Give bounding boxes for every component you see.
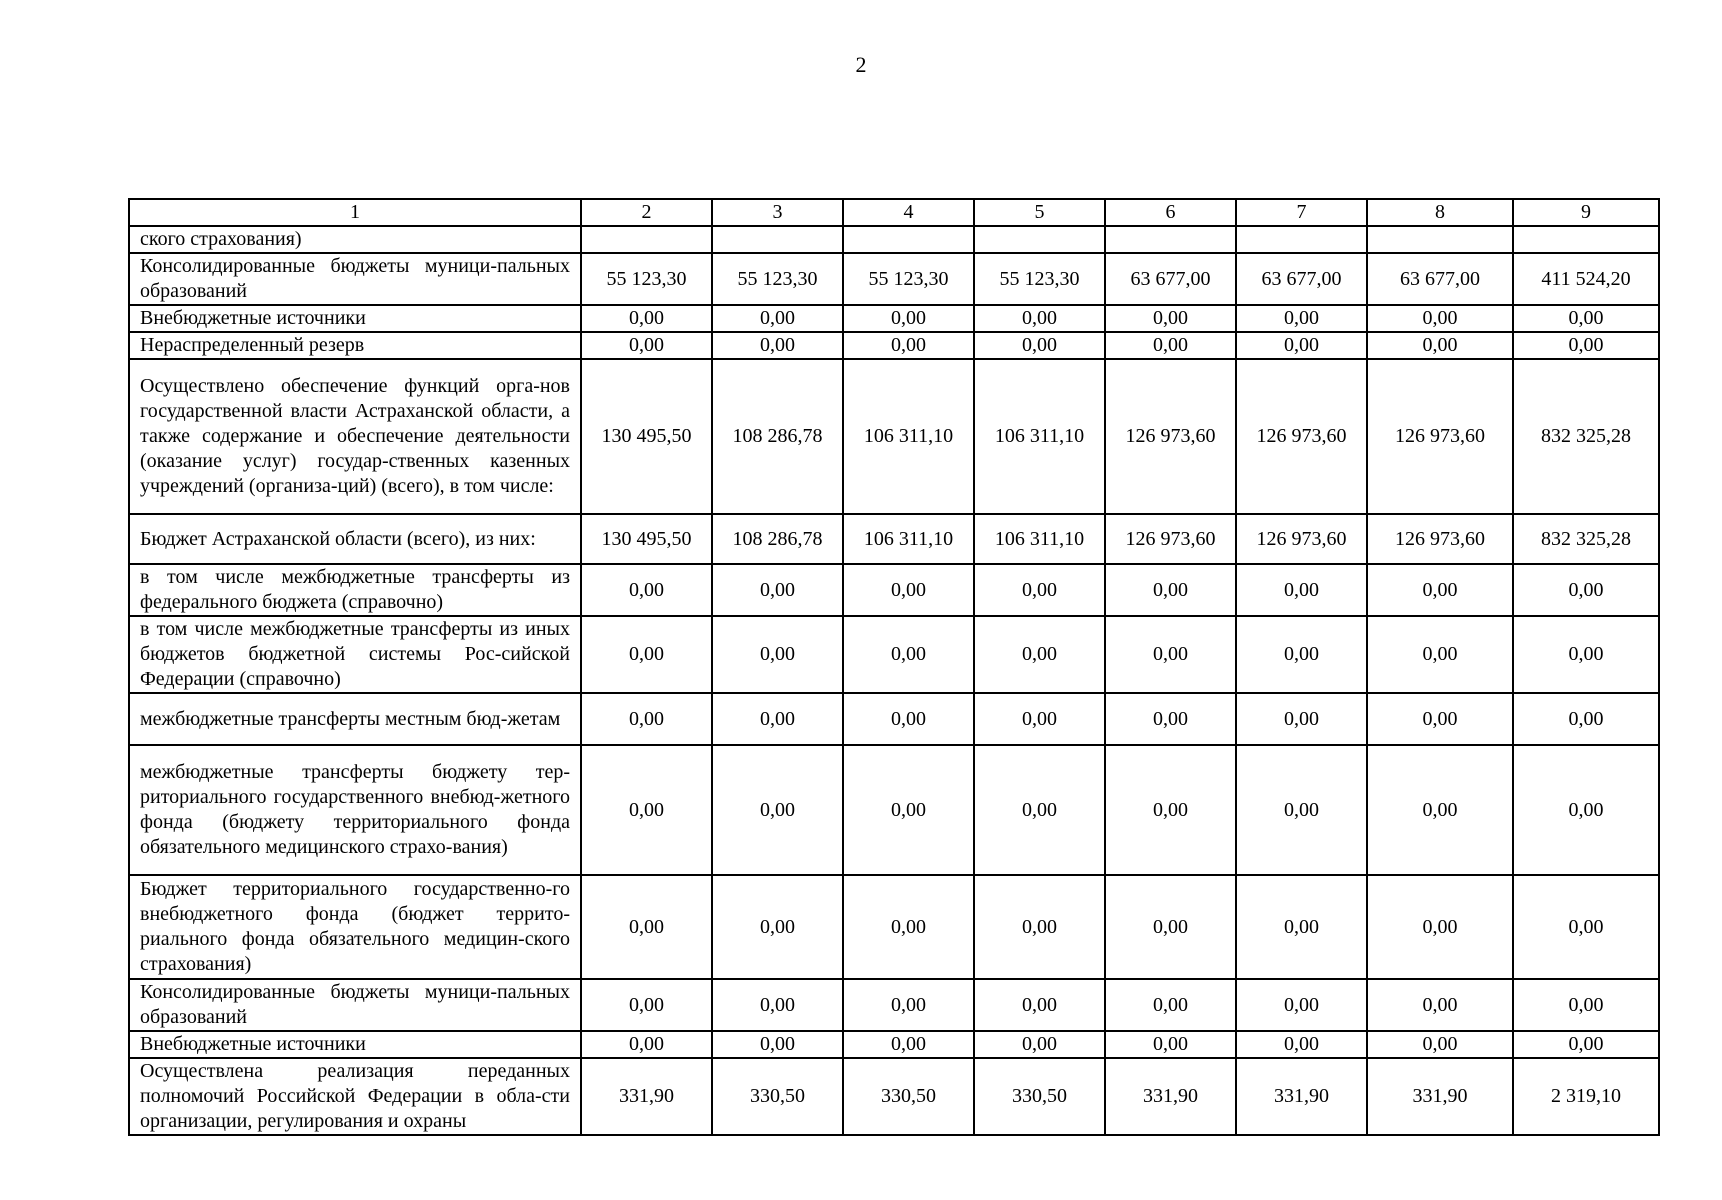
table-cell: 108 286,78: [712, 359, 843, 514]
table-cell: 832 325,28: [1513, 514, 1659, 564]
table-cell: 106 311,10: [843, 359, 974, 514]
table-cell: 0,00: [1236, 693, 1367, 745]
table-cell: 0,00: [843, 564, 974, 616]
table-row: [129, 1031, 1659, 1058]
row-label: Консолидированные бюджеты муници-пальных образований: [129, 253, 581, 305]
table-cell: 0,00: [581, 745, 712, 875]
row-label: в том числе межбюджетные трансферты из федерального бюджета (справочно): [129, 564, 581, 616]
table-cell: 0,00: [843, 616, 974, 693]
table-cell: 0,00: [843, 979, 974, 1031]
table-cell: 0,00: [1513, 616, 1659, 693]
budget-table: [128, 198, 1660, 1136]
column-header: 3: [712, 199, 843, 226]
table-cell: 330,50: [712, 1058, 843, 1135]
table-cell: 0,00: [1105, 979, 1236, 1031]
column-header: 8: [1367, 199, 1513, 226]
table-cell: 0,00: [974, 1031, 1105, 1058]
row-label: Осуществлена реализация переданных полномочий Российской Федерации в обла-сти организации, регулирования и охраны: [129, 1058, 581, 1135]
table-cell: [1105, 226, 1236, 253]
table-cell: 63 677,00: [1236, 253, 1367, 305]
table-cell: 0,00: [1367, 745, 1513, 875]
table-row: [129, 226, 1659, 253]
column-header: 4: [843, 199, 974, 226]
table-cell: 0,00: [712, 745, 843, 875]
table-cell: 0,00: [581, 693, 712, 745]
table-cell: 0,00: [974, 564, 1105, 616]
row-label: Консолидированные бюджеты муници-пальных образований: [129, 979, 581, 1031]
table-cell: 55 123,30: [843, 253, 974, 305]
table-cell: 0,00: [581, 616, 712, 693]
table-row: [129, 332, 1659, 359]
table-cell: 0,00: [1513, 745, 1659, 875]
table-cell: 0,00: [581, 564, 712, 616]
table-cell: 0,00: [1105, 564, 1236, 616]
table-row: [129, 745, 1659, 875]
table-cell: 0,00: [1236, 1031, 1367, 1058]
table-cell: 0,00: [712, 305, 843, 332]
table-cell: [712, 226, 843, 253]
table-cell: 0,00: [1236, 305, 1367, 332]
table-cell: 0,00: [1367, 875, 1513, 979]
page-number: 2: [855, 52, 867, 77]
table-cell: 331,90: [1236, 1058, 1367, 1135]
table-cell: 0,00: [712, 979, 843, 1031]
table-row: [129, 564, 1659, 616]
table-cell: 0,00: [974, 305, 1105, 332]
table-cell: 0,00: [1105, 305, 1236, 332]
table-cell: 0,00: [1105, 1031, 1236, 1058]
table-cell: 106 311,10: [974, 359, 1105, 514]
table-cell: 0,00: [1367, 305, 1513, 332]
table-cell: 0,00: [974, 693, 1105, 745]
table-cell: 130 495,50: [581, 514, 712, 564]
table-cell: 108 286,78: [712, 514, 843, 564]
row-label: в том числе межбюджетные трансферты из иных бюджетов бюджетной системы Рос-сийской Федерации (справочно): [129, 616, 581, 693]
table-cell: 0,00: [1367, 979, 1513, 1031]
table-cell: 126 973,60: [1105, 514, 1236, 564]
table-cell: 0,00: [712, 564, 843, 616]
column-header: 1: [129, 199, 581, 226]
table-cell: 0,00: [581, 979, 712, 1031]
table-cell: 0,00: [581, 305, 712, 332]
table-cell: [1367, 226, 1513, 253]
table-cell: 0,00: [843, 745, 974, 875]
table-cell: 55 123,30: [974, 253, 1105, 305]
table-row: [129, 305, 1659, 332]
row-label: Внебюджетные источники: [129, 1031, 581, 1058]
table-cell: 331,90: [1105, 1058, 1236, 1135]
row-label: Бюджет Астраханской области (всего), из них:: [129, 514, 581, 564]
table-cell: 0,00: [1367, 332, 1513, 359]
table-cell: 330,50: [974, 1058, 1105, 1135]
column-header: 5: [974, 199, 1105, 226]
table-cell: 0,00: [1513, 564, 1659, 616]
table-cell: [1513, 226, 1659, 253]
column-header: 2: [581, 199, 712, 226]
table-cell: 0,00: [1367, 693, 1513, 745]
column-header: 6: [1105, 199, 1236, 226]
table-cell: 106 311,10: [974, 514, 1105, 564]
table-cell: [843, 226, 974, 253]
table-cell: 55 123,30: [581, 253, 712, 305]
table-cell: 0,00: [974, 616, 1105, 693]
table-cell: 0,00: [1513, 305, 1659, 332]
table-cell: 55 123,30: [712, 253, 843, 305]
table-row: [129, 616, 1659, 693]
table-row: [129, 1058, 1659, 1135]
table-cell: 0,00: [1367, 564, 1513, 616]
table-cell: 0,00: [843, 1031, 974, 1058]
table-cell: 0,00: [974, 979, 1105, 1031]
table-cell: 126 973,60: [1105, 359, 1236, 514]
column-header: 7: [1236, 199, 1367, 226]
table-cell: 0,00: [1236, 979, 1367, 1031]
table-cell: 0,00: [1105, 745, 1236, 875]
table-cell: 0,00: [1236, 745, 1367, 875]
header-row: [129, 199, 1659, 226]
table-cell: 331,90: [581, 1058, 712, 1135]
row-label: Нераспределенный резерв: [129, 332, 581, 359]
row-label: Внебюджетные источники: [129, 305, 581, 332]
table-cell: 0,00: [1513, 875, 1659, 979]
row-label: ского страхования): [129, 226, 581, 253]
table-cell: 0,00: [1105, 332, 1236, 359]
table-cell: 0,00: [1513, 979, 1659, 1031]
table-cell: 0,00: [1367, 1031, 1513, 1058]
table-cell: 0,00: [1236, 332, 1367, 359]
table-cell: 126 973,60: [1236, 359, 1367, 514]
column-header: 9: [1513, 199, 1659, 226]
table-row: [129, 979, 1659, 1031]
table-cell: 411 524,20: [1513, 253, 1659, 305]
table-cell: 832 325,28: [1513, 359, 1659, 514]
table-cell: 0,00: [712, 616, 843, 693]
table-cell: 0,00: [843, 693, 974, 745]
table-cell: 63 677,00: [1367, 253, 1513, 305]
row-label: Бюджет территориального государственно-го внебюджетного фонда (бюджет террито-риального фонда обязательного медицин-ского страхования): [129, 875, 581, 979]
table-cell: 106 311,10: [843, 514, 974, 564]
table-cell: 331,90: [1367, 1058, 1513, 1135]
table-cell: 126 973,60: [1367, 514, 1513, 564]
table-row: [129, 693, 1659, 745]
table-cell: 2 319,10: [1513, 1058, 1659, 1135]
table-cell: [581, 226, 712, 253]
table-cell: 0,00: [581, 1031, 712, 1058]
table-cell: 126 973,60: [1367, 359, 1513, 514]
table-cell: 0,00: [1513, 693, 1659, 745]
table-cell: 0,00: [1236, 875, 1367, 979]
table-cell: 0,00: [1236, 564, 1367, 616]
table-cell: 130 495,50: [581, 359, 712, 514]
table-cell: 0,00: [1105, 693, 1236, 745]
table-cell: 126 973,60: [1236, 514, 1367, 564]
table-cell: 0,00: [712, 693, 843, 745]
table-cell: 0,00: [1513, 332, 1659, 359]
table-row: [129, 359, 1659, 514]
table-cell: 0,00: [843, 305, 974, 332]
table-cell: [1236, 226, 1367, 253]
table-cell: 0,00: [1105, 616, 1236, 693]
table-cell: 0,00: [1236, 616, 1367, 693]
table-cell: 0,00: [974, 745, 1105, 875]
table-cell: [974, 226, 1105, 253]
table-cell: 0,00: [974, 332, 1105, 359]
table-row: [129, 253, 1659, 305]
table-cell: 0,00: [712, 332, 843, 359]
table-cell: 0,00: [1367, 616, 1513, 693]
table-row: [129, 514, 1659, 564]
table-cell: 0,00: [581, 332, 712, 359]
table-cell: 0,00: [581, 875, 712, 979]
table-cell: 0,00: [1105, 875, 1236, 979]
table-cell: 0,00: [843, 875, 974, 979]
table-cell: 0,00: [974, 875, 1105, 979]
table-cell: 330,50: [843, 1058, 974, 1135]
table-cell: 0,00: [712, 875, 843, 979]
row-label: межбюджетные трансферты местным бюд-жетам: [129, 693, 581, 745]
table-cell: 0,00: [712, 1031, 843, 1058]
table-cell: 63 677,00: [1105, 253, 1236, 305]
table-cell: 0,00: [1513, 1031, 1659, 1058]
row-label: межбюджетные трансферты бюджету тер-риториального государственного внебюд-жетного фонда (бюджету территориального фонда обязательного медицинского страхо-вания): [129, 745, 581, 875]
table-row: [129, 875, 1659, 979]
row-label: Осуществлено обеспечение функций орга-нов государственной власти Астраханской области, а также содержание и обеспечение деятельности (оказание услуг) государ-ственных казенных учреждений (организа-ций) (всего), в том числе:: [129, 359, 581, 514]
table-cell: 0,00: [843, 332, 974, 359]
